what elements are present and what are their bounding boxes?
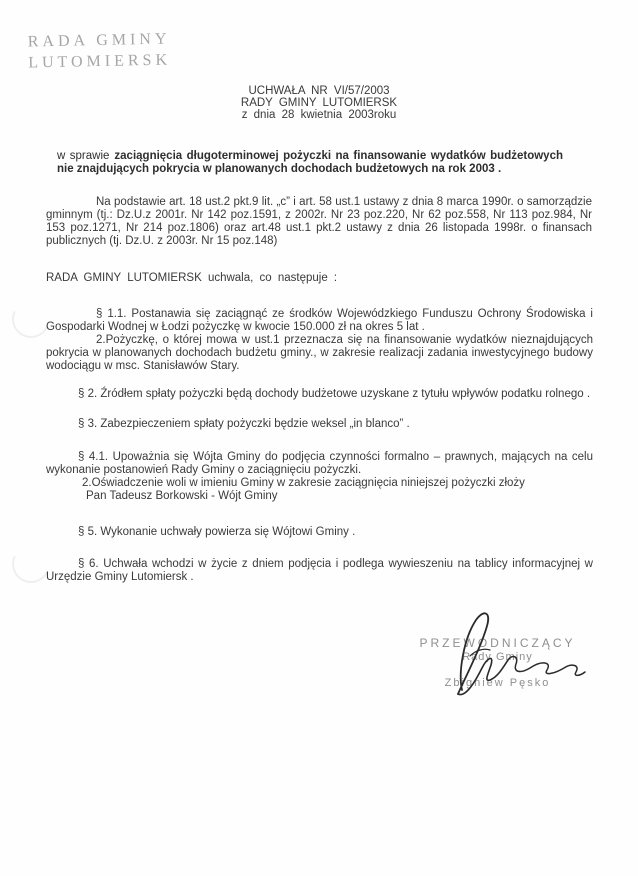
paragraph-4-2-name: Pan Tadeusz Borkowski - Wójt Gminy bbox=[86, 490, 278, 502]
paragraph-4-2: 2.Oświadczenie woli w imieniu Gminy w zakresie zaciągnięcia niniejszej pożyczki złoży bbox=[82, 477, 525, 489]
paragraph-6: § 6. Uchwała wchodzi w życie z dniem podjęcia i podlega wywieszeniu na tablicy informacyjnej w Urzędzie Gminy Lutomiersk . bbox=[46, 558, 593, 583]
subject-prefix: w sprawie bbox=[57, 150, 110, 162]
enacting-clause: RADA GMINY LUTOMIERSK uchwala, co następuje : bbox=[46, 272, 338, 284]
paragraph-4-1: § 4.1. Upoważnia się Wójta Gminy do podjęcia czynności formalno – prawnych, mających na celu wykonanie postanowień Rady Gminy o zaciągnięciu pożyczki. bbox=[46, 451, 593, 476]
subject-line bbox=[57, 150, 563, 176]
resolution-date: z dnia 28 kwietnia 2003roku bbox=[241, 109, 397, 121]
resolution-authority: RADY GMINY LUTOMIERSK bbox=[240, 97, 398, 109]
letterhead-stamp bbox=[28, 29, 172, 74]
signature-block bbox=[400, 622, 595, 689]
resolution-title bbox=[0, 85, 638, 121]
paragraph-2: § 2. Źródłem spłaty pożyczki będą dochody budżetowe uzyskane z tytułu wpływów podatku rolnego . bbox=[78, 388, 591, 400]
legal-basis-paragraph: Na podstawie art. 18 ust.2 pkt.9 lit. „c” i art. 58 ust.1 ustawy z dnia 8 marca 1990r. o samorządzie gminnym (tj.: Dz.U.z 2001r. Nr 142 poz.1591, z 2002r. Nr 23 poz.220, Nr 62 poz.558, Nr 113 poz.984, Nr 153 poz.1271, Nr 214 poz.1806) oraz art.48 ust.1 pkt.2 ustawy z dnia 26 listopada 1998r. o finansach publicznych (tj. Dz.U. z 2003r. Nr 15 poz.148) bbox=[46, 196, 592, 247]
resolution-body bbox=[46, 308, 593, 584]
paragraph-5: § 5. Wykonanie uchwały powierza się Wójtowi Gminy . bbox=[78, 526, 356, 538]
paragraph-1-1: § 1.1. Postanawia się zaciągnąć ze środków Wojewódzkiego Funduszu Ochrony Środowiska i Gospodarki Wodnej w Łodzi pożyczkę w kwocie 150.000 zł na okres 5 lat . bbox=[46, 308, 593, 333]
signatory-title: PRZEWODNICZĄCY bbox=[419, 636, 576, 650]
letterhead-line-1: RADA GMINY bbox=[27, 30, 171, 51]
paragraph-1-2: 2.Pożyczkę, o której mowa w ust.1 przeznacza się na finansowanie wydatków nieznajdujących pokrycia w planowanych dochodach budżetu gminy., w zakresie realizacji zadania inwestycyjnego budowy wodociągu w msc. Stanisławów Stary. bbox=[46, 334, 593, 372]
subject-emphasis: zaciągnięcia długoterminowej pożyczki na finansowanie wydatków budżetowych nie znajdujących pokrycia w planowanych dochodach budżetowych na rok 2003 . bbox=[57, 150, 563, 175]
signatory-organization: Rady Gminy bbox=[462, 651, 533, 663]
resolution-number: UCHWAŁA NR VI/57/2003 bbox=[248, 85, 390, 97]
signatory-name: Zbigniew Pęsko bbox=[444, 677, 551, 689]
paragraph-3: § 3. Zabezpieczeniem spłaty pożyczki będzie weksel „in blanco” . bbox=[78, 418, 410, 430]
letterhead-line-2: LUTOMIERSK bbox=[28, 51, 172, 72]
